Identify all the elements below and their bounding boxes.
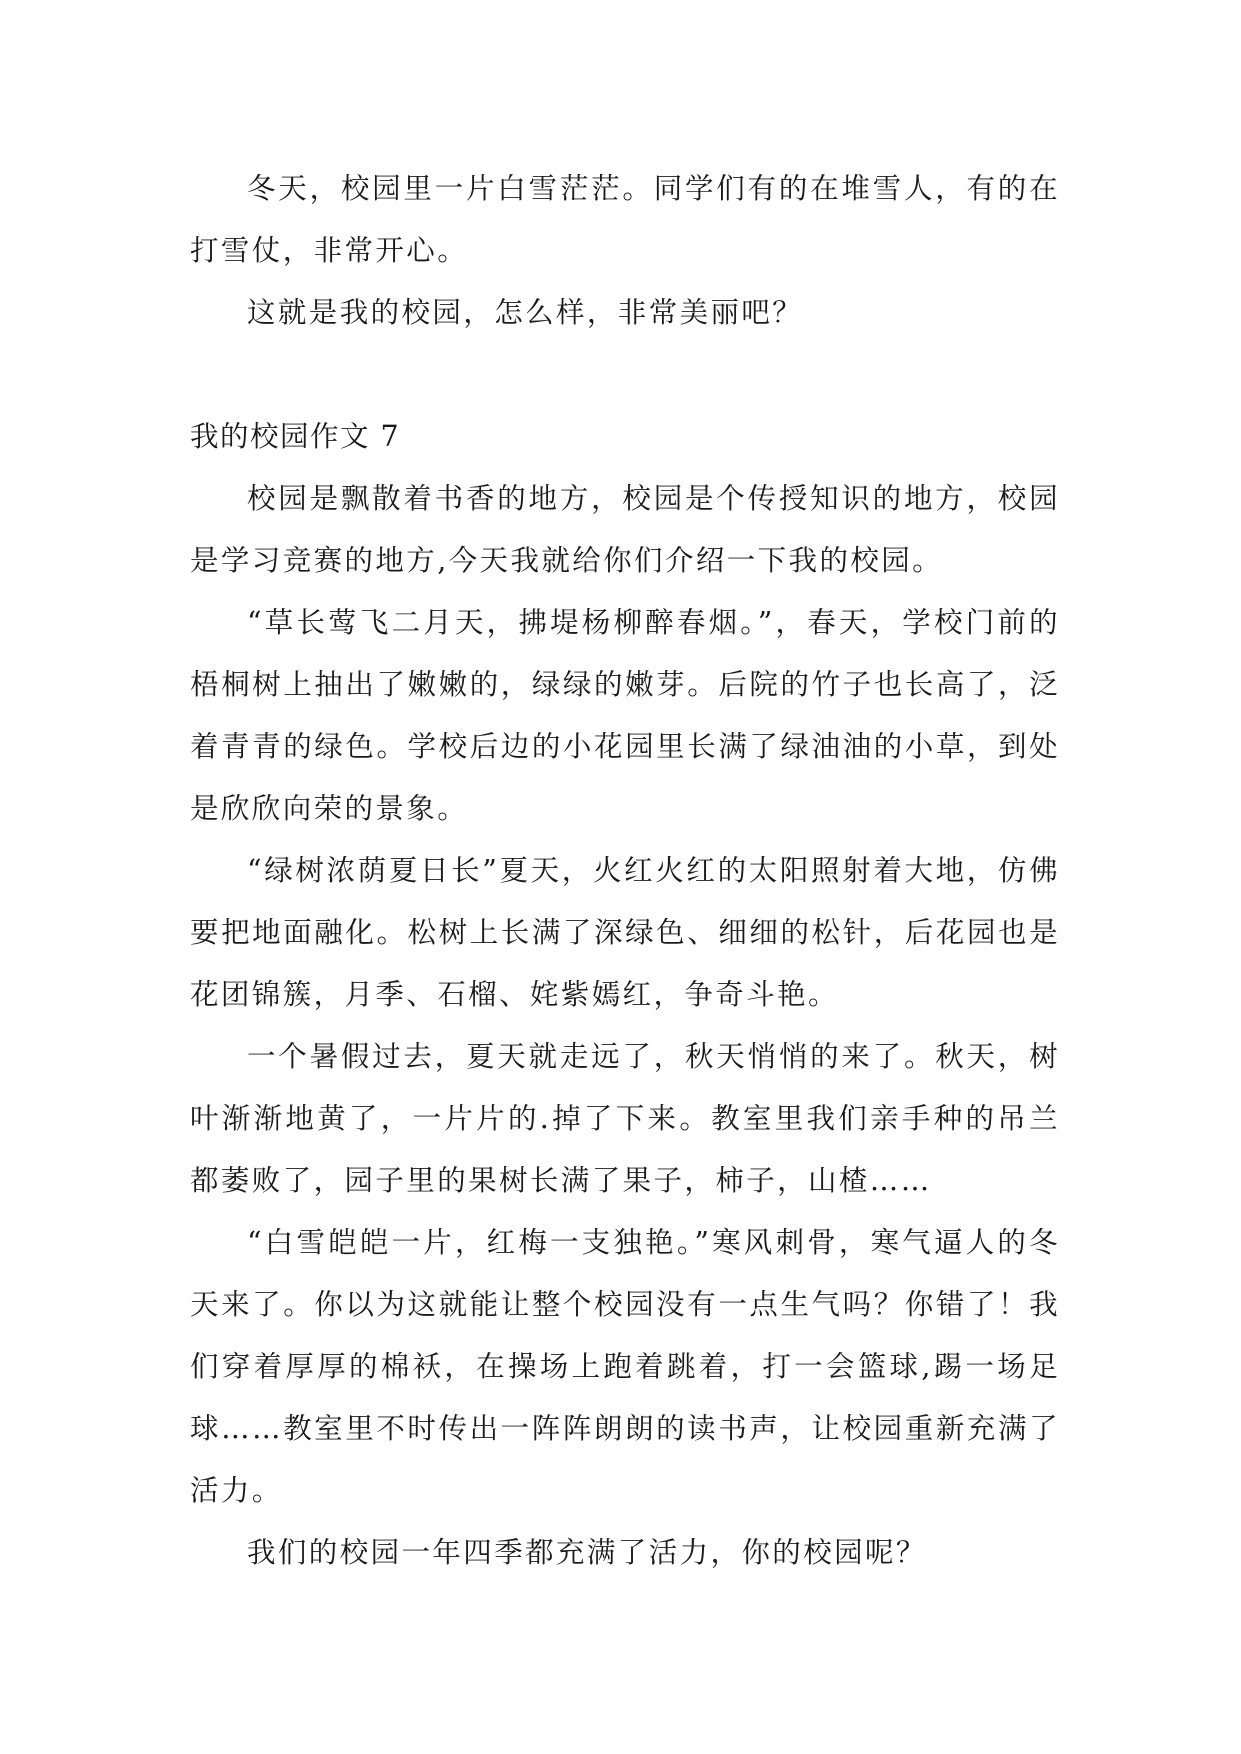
paragraph-winter-snow: 冬天，校园里一片白雪茫茫。同学们有的在堆雪人，有的在打雪仗，非常开心。: [190, 172, 1060, 267]
paragraph-winter: “白雪皑皑一片，红梅一支独艳。”寒风刺骨，寒气逼人的冬天来了。你以为这就能让整个校园没有一点生气吗？你错了！我们穿着厚厚的棉袄，在操场上跑着跳着，打一会篮球,踢一场足球……教室里不时传出一阵阵朗朗的读书声，让校园重新充满了活力。: [190, 1226, 1060, 1507]
paragraph-conclusion: 我们的校园一年四季都充满了活力，你的校园呢？: [247, 1536, 927, 1569]
paragraph-summer: “绿树浓荫夏日长”夏天，火红火红的太阳照射着大地，仿佛要把地面融化。松树上长满了深绿色、细细的松针，后花园也是花团锦簇，月季、石榴、姹紫嫣红，争奇斗艳。: [190, 854, 1060, 1011]
document-body: [190, 158, 1060, 1584]
paragraph-closing-question: 这就是我的校园，怎么样，非常美丽吧？: [247, 296, 804, 329]
section-spacer: [190, 344, 1060, 406]
section-title: 我的校园作文 7: [190, 420, 401, 453]
paragraph-autumn: 一个暑假过去，夏天就走远了，秋天悄悄的来了。秋天，树叶渐渐地黄了，一片片的.掉了下来。教室里我们亲手种的吊兰都萎败了，园子里的果树长满了果子，柿子，山楂……: [190, 1040, 1060, 1197]
paragraph-spring: “草长莺飞二月天，拂堤杨柳醉春烟。”，春天，学校门前的梧桐树上抽出了嫩嫩的，绿绿的嫩芽。后院的竹子也长高了，泛着青青的绿色。学校后边的小花园里长满了绿油油的小草，到处是欣欣向荣的景象。: [190, 606, 1060, 825]
paragraph-introduction: 校园是飘散着书香的地方，校园是个传授知识的地方，校园是学习竞赛的地方,今天我就给你们介绍一下我的校园。: [190, 482, 1060, 577]
